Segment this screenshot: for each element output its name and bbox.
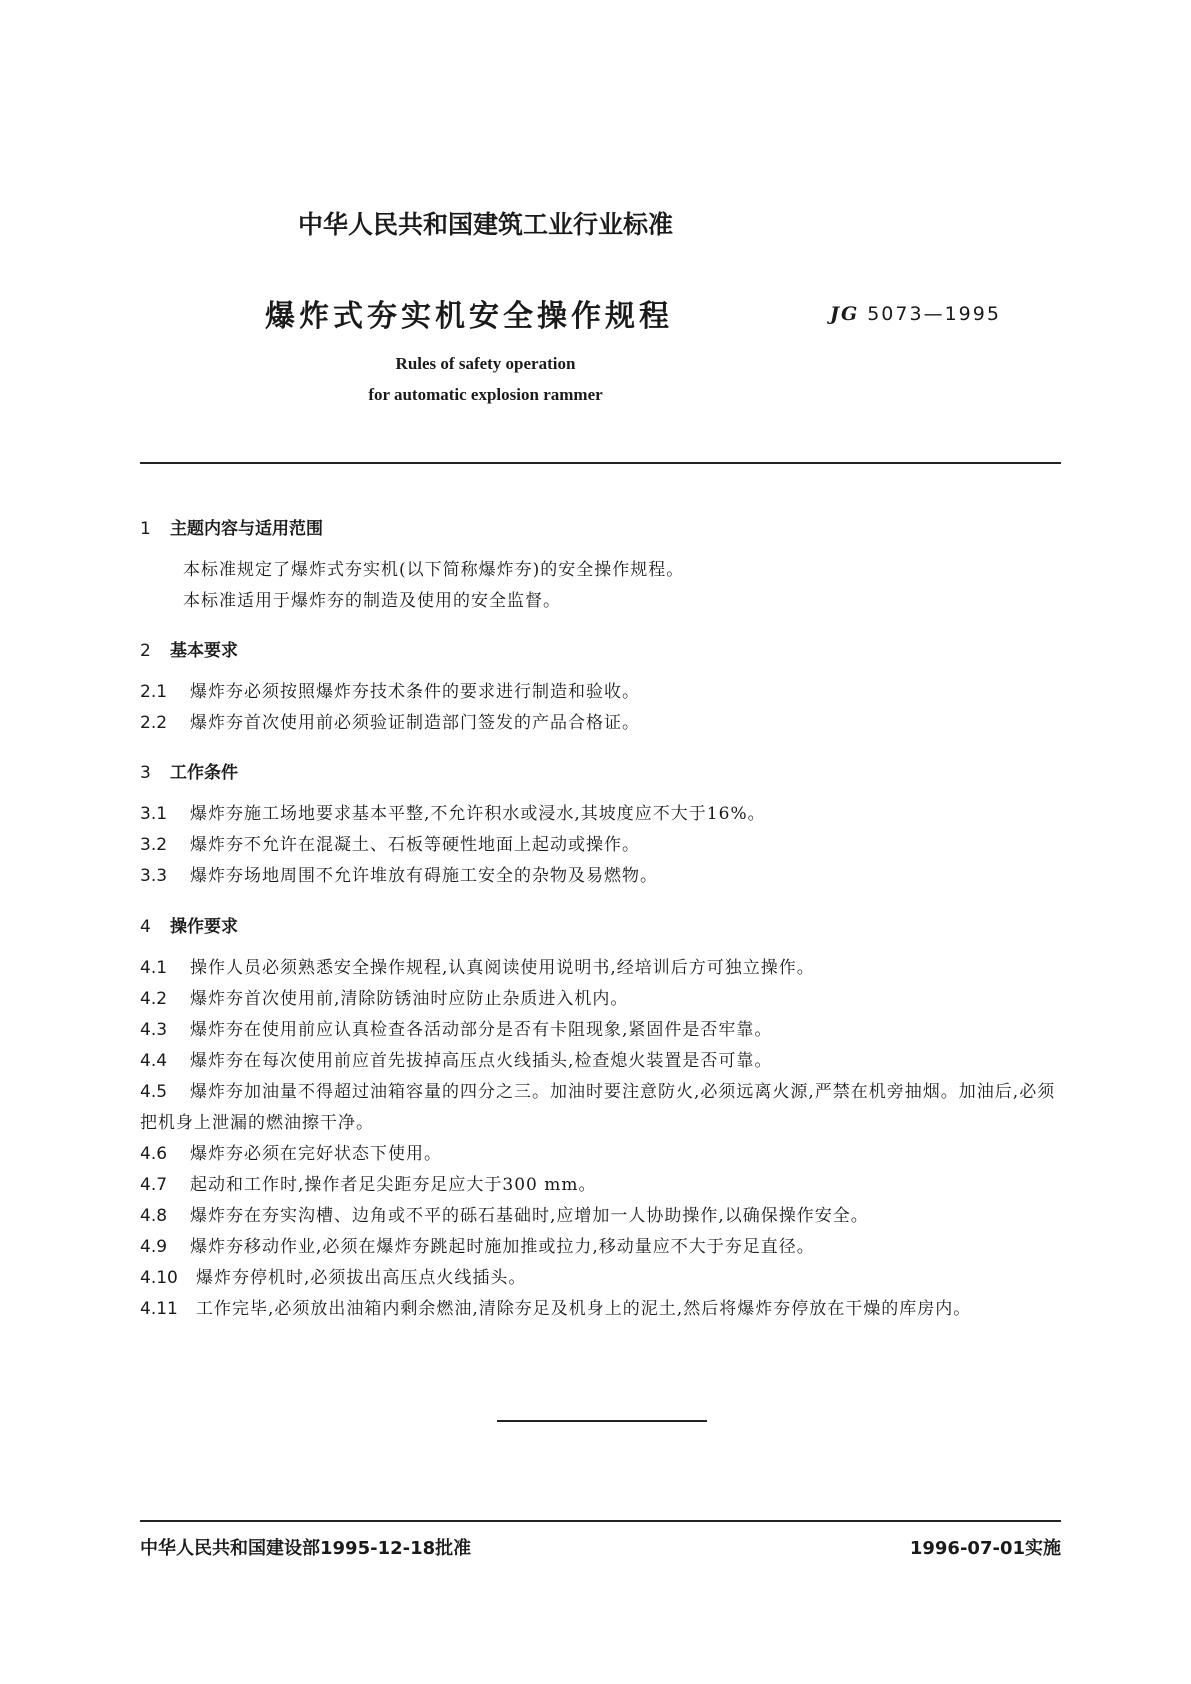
clause: 3.3 爆炸夯场地周围不允许堆放有碍施工安全的杂物及易燃物。 (140, 866, 658, 886)
clause: 4.6 爆炸夯必须在完好状态下使用。 (140, 1144, 442, 1164)
implementation-date: 1996-07-01实施 (909, 1538, 1061, 1559)
clause: 3.1 爆炸夯施工场地要求基本平整,不允许积水或浸水,其坡度应不大于16%。 (140, 804, 766, 824)
clause: 4.8 爆炸夯在夯实沟槽、边角或不平的砾石基础时,应增加一人协助操作,以确保操作安全。 (140, 1206, 869, 1226)
standard-organization: 中华人民共和国建筑工业行业标准 (297, 210, 673, 239)
clause: 4.5 爆炸夯加油量不得超过油箱容量的四分之三。加油时要注意防火,必须远离火源,严禁在机旁抽烟。加油后,必须把机身上泄漏的燃油擦干净。 (140, 1082, 1056, 1133)
clause: 2.1 爆炸夯必须按照爆炸夯技术条件的要求进行制造和验收。 (140, 682, 640, 702)
clause: 4.1 操作人员必须熟悉安全操作规程,认真阅读使用说明书,经培训后方可独立操作。 (140, 958, 815, 978)
end-divider (497, 1420, 707, 1422)
footer-divider (140, 1520, 1061, 1522)
section-heading: 3 工作条件 (140, 763, 238, 783)
section-heading: 2 基本要求 (140, 641, 238, 661)
clause: 2.2 爆炸夯首次使用前必须验证制造部门签发的产品合格证。 (140, 713, 640, 733)
clause: 4.2 爆炸夯首次使用前,清除防锈油时应防止杂质进入机内。 (140, 989, 629, 1009)
clause: 4.10 爆炸夯停机时,必须拔出高压点火线插头。 (140, 1268, 527, 1288)
english-title-line1: Rules of safety operation (395, 354, 576, 373)
english-title-line2: for automatic explosion rammer (368, 385, 603, 404)
clause: 4.3 爆炸夯在使用前应认真检查各活动部分是否有卡阻现象,紧固件是否牢靠。 (140, 1020, 773, 1040)
section-heading: 4 操作要求 (140, 917, 238, 937)
code-number: 5073—1995 (867, 303, 1001, 325)
clause: 3.2 爆炸夯不允许在混凝土、石板等硬性地面上起动或操作。 (140, 835, 640, 855)
header-divider (140, 462, 1061, 464)
approval-date: 中华人民共和国建设部1995-12-18批准 (140, 1538, 472, 1559)
clause: 4.11 工作完毕,必须放出油箱内剩余燃油,清除夯足及机身上的泥土,然后将爆炸夯停放在干燥的库房内。 (140, 1299, 972, 1319)
clause: 4.4 爆炸夯在每次使用前应首先拔掉高压点火线插头,检查熄火装置是否可靠。 (140, 1051, 773, 1071)
section-heading: 1 主题内容与适用范围 (140, 519, 323, 539)
paragraph: 本标准适用于爆炸夯的制造及使用的安全监督。 (183, 591, 561, 611)
code-prefix: JG (830, 303, 860, 325)
paragraph: 本标准规定了爆炸式夯实机(以下简称爆炸夯)的安全操作规程。 (183, 560, 685, 580)
document-title: 爆炸式夯实机安全操作规程 (265, 299, 673, 334)
clause: 4.9 爆炸夯移动作业,必须在爆炸夯跳起时施加推或拉力,移动量应不大于夯足直径。 (140, 1237, 815, 1257)
standard-code (830, 303, 1001, 325)
clause: 4.7 起动和工作时,操作者足尖距夯足应大于300 mm。 (140, 1175, 597, 1195)
